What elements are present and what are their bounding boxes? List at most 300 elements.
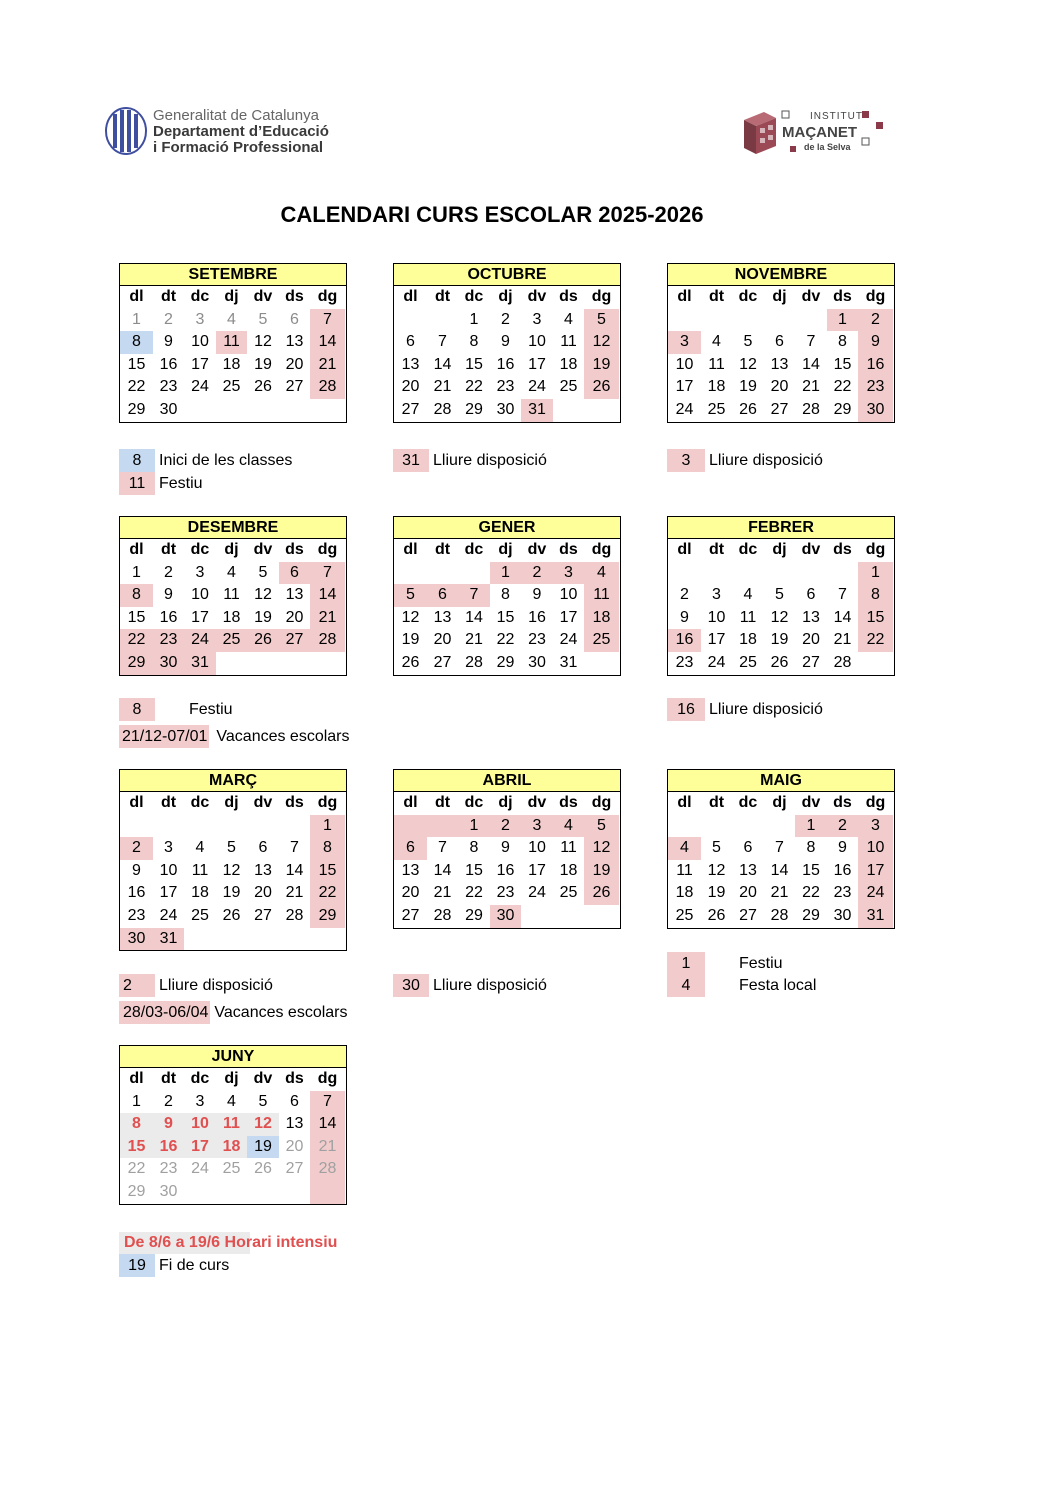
day-cell: 7	[438, 333, 447, 351]
day-cell: 5	[584, 815, 619, 838]
day-cell: 29	[127, 1182, 146, 1200]
legend-swatch: 3	[667, 449, 705, 472]
day-cell: 16	[496, 355, 515, 373]
day-grid	[668, 792, 894, 928]
day-cell: 26	[584, 882, 619, 905]
day-cell: 1	[458, 815, 490, 838]
empty-cell	[427, 815, 458, 838]
month-name: GENER	[394, 517, 620, 539]
institut-subtitle: de la Selva	[804, 142, 851, 152]
weekday-header: dc	[190, 1070, 210, 1087]
day-cell: 14	[433, 861, 452, 879]
day-cell: 31	[858, 905, 893, 928]
day-cell: 25	[191, 906, 209, 924]
day-cell: 27	[401, 400, 420, 418]
day-cell: 2	[680, 586, 689, 604]
weekday-header: dt	[434, 288, 451, 305]
day-cell: 4	[227, 563, 236, 581]
day-cell: 28	[310, 629, 345, 652]
day-cell: 16	[159, 355, 178, 373]
day-cell: 11	[708, 355, 725, 373]
day-cell: 12	[254, 333, 272, 351]
day-cell: 15	[802, 861, 820, 879]
day-cell: 20	[285, 608, 304, 626]
day-cell: 22	[802, 884, 820, 902]
month-calendar	[667, 769, 895, 929]
weekday-header: dt	[708, 541, 725, 558]
legend-label: Festa local	[739, 977, 817, 994]
day-cell: 12	[254, 586, 272, 604]
empty-cell	[394, 309, 427, 332]
legend-swatch: 30	[393, 974, 429, 997]
day-cell: 16	[528, 608, 546, 626]
weekday-header: dj	[224, 288, 239, 305]
day-cell: 15	[833, 355, 852, 373]
day-cell: 4	[227, 310, 236, 328]
day-cell: 8	[858, 584, 893, 607]
day-cell: 4	[668, 837, 701, 860]
weekday-header: dv	[253, 1070, 273, 1087]
empty-cell	[247, 399, 279, 422]
day-cell: 21	[310, 1136, 345, 1159]
day-cell: 22	[465, 378, 483, 396]
day-cell: 15	[310, 860, 345, 883]
empty-cell	[184, 815, 216, 838]
day-cell: 29	[833, 400, 852, 418]
legend-festiu-setembre	[119, 472, 203, 495]
day-cell: 10	[184, 1113, 216, 1136]
day-cell: 29	[310, 905, 345, 928]
day-cell: 8	[469, 839, 479, 857]
day-cell: 26	[584, 376, 619, 399]
month-calendar	[393, 516, 621, 676]
page-title: CALENDARI CURS ESCOLAR 2025-2026	[280, 202, 704, 227]
day-cell: 3	[553, 562, 584, 585]
empty-cell	[247, 1181, 279, 1204]
day-cell: 28	[433, 400, 452, 418]
day-cell: 21	[433, 884, 452, 902]
day-cell: 3	[858, 815, 893, 838]
empty-cell	[521, 905, 553, 928]
empty-cell	[732, 815, 764, 838]
day-cell: 6	[427, 584, 458, 607]
day-cell: 9	[858, 331, 893, 354]
day-cell: 25	[222, 1160, 241, 1178]
day-cell: 11	[560, 839, 577, 857]
weekday-header: dg	[865, 794, 886, 811]
day-cell: 7	[775, 839, 784, 857]
day-cell: 24	[707, 653, 726, 671]
legend-vacances-pasqua	[119, 1001, 348, 1024]
day-cell: 14	[310, 1113, 345, 1136]
day-cell: 24	[528, 378, 546, 396]
empty-cell	[184, 928, 216, 951]
day-cell: 17	[159, 884, 178, 902]
day-cell: 8	[120, 331, 153, 354]
day-cell: 6	[394, 837, 427, 860]
legend-label: Lliure disposició	[159, 977, 273, 994]
day-cell: 6	[743, 839, 753, 857]
day-cell: 9	[132, 861, 141, 879]
day-cell: 8	[469, 333, 479, 351]
day-cell: 11	[216, 1113, 247, 1136]
day-cell: 11	[739, 608, 757, 626]
day-cell: 11	[216, 331, 247, 354]
day-cell: 20	[401, 378, 420, 396]
department-name-line2: i Formació Professional	[153, 139, 324, 156]
day-cell: 28	[770, 906, 789, 924]
weekday-header: ds	[559, 541, 578, 558]
day-cell: 27	[433, 653, 452, 671]
weekday-header: ds	[285, 541, 304, 558]
day-cell: 22	[465, 884, 483, 902]
day-cell: 2	[490, 815, 521, 838]
weekday-header: dc	[190, 541, 210, 558]
day-cell: 22	[120, 629, 153, 652]
day-cell: 27	[802, 653, 820, 671]
empty-cell	[153, 815, 184, 838]
day-cell: 21	[433, 378, 452, 396]
legend-swatch: 1	[667, 952, 705, 975]
legend-swatch: 4	[667, 974, 705, 997]
day-cell: 30	[490, 905, 521, 928]
legend-swatch: 8	[119, 698, 155, 721]
day-cell: 5	[775, 586, 784, 604]
day-cell: 4	[584, 562, 619, 585]
day-cell: 17	[675, 378, 694, 396]
weekday-header: dv	[253, 794, 273, 811]
day-cell: 25	[675, 906, 694, 924]
day-cell: 3	[521, 815, 553, 838]
legend-label: Lliure disposició	[709, 452, 823, 469]
day-cell: 21	[465, 631, 483, 649]
empty-cell	[458, 562, 490, 585]
day-cell: 18	[739, 631, 757, 649]
day-cell: 28	[465, 653, 483, 671]
day-cell: 1	[132, 1092, 141, 1110]
day-cell: 21	[802, 378, 820, 396]
day-cell: 26	[247, 629, 279, 652]
empty-cell	[553, 905, 584, 928]
weekday-header: dl	[129, 288, 144, 305]
day-cell: 17	[191, 608, 209, 626]
weekday-header: dj	[498, 541, 513, 558]
day-cell: 8	[501, 586, 510, 604]
weekday-header: dl	[677, 794, 692, 811]
empty-cell	[668, 815, 701, 838]
weekday-header: dv	[801, 541, 821, 558]
day-cell: 24	[559, 631, 578, 649]
day-cell: 22	[833, 378, 852, 396]
day-cell: 27	[770, 400, 789, 418]
weekday-header: dg	[591, 541, 612, 558]
empty-cell	[279, 928, 310, 951]
day-grid	[120, 1068, 346, 1204]
day-cell: 2	[858, 309, 893, 332]
day-cell: 25	[216, 629, 247, 652]
weekday-header: dl	[129, 541, 144, 558]
day-cell: 24	[159, 906, 178, 924]
day-cell: 31	[521, 399, 553, 422]
day-cell: 7	[806, 333, 816, 351]
day-cell: 7	[838, 586, 847, 604]
day-cell: 19	[770, 631, 789, 649]
empty-cell	[701, 562, 732, 585]
month-name: JUNY	[120, 1046, 346, 1068]
empty-cell	[310, 652, 345, 675]
day-cell: 5	[258, 563, 268, 581]
day-cell: 22	[496, 631, 515, 649]
legend-lliure-abril	[393, 974, 547, 997]
day-cell: 2	[164, 1092, 173, 1110]
day-cell: 3	[668, 331, 701, 354]
empty-cell	[732, 562, 764, 585]
legend-label: Festiu	[189, 701, 233, 718]
day-cell: 6	[406, 333, 415, 351]
weekday-header: dc	[738, 794, 758, 811]
legend-swatch: 11	[119, 472, 155, 495]
day-cell: 16	[858, 354, 893, 377]
empty-cell	[216, 399, 247, 422]
legend-label: Fi de curs	[159, 1257, 230, 1274]
weekday-header: dg	[865, 541, 886, 558]
day-cell: 6	[775, 333, 784, 351]
day-cell: 20	[770, 378, 789, 396]
day-cell: 3	[195, 1092, 205, 1110]
day-cell: 13	[770, 355, 789, 373]
empty-cell	[827, 562, 858, 585]
day-cell: 22	[127, 1160, 146, 1178]
empty-cell	[184, 1181, 216, 1204]
day-cell: 3	[195, 310, 205, 328]
day-grid	[120, 792, 346, 950]
day-cell: 25	[739, 653, 757, 671]
day-cell: 3	[195, 563, 205, 581]
weekday-header: dv	[527, 288, 547, 305]
day-cell: 7	[438, 839, 447, 857]
day-cell: 25	[559, 884, 578, 902]
weekday-header: dj	[772, 541, 787, 558]
day-cell: 18	[707, 378, 726, 396]
day-cell: 25	[222, 378, 241, 396]
day-cell: 25	[707, 400, 726, 418]
day-cell: 19	[254, 355, 272, 373]
empty-cell	[701, 309, 732, 332]
day-cell: 6	[258, 839, 268, 857]
legend-swatch: 28/03-06/04	[119, 1001, 210, 1024]
empty-cell	[216, 815, 247, 838]
day-cell: 14	[310, 331, 345, 354]
weekday-header: dj	[224, 541, 239, 558]
day-cell: 5	[584, 309, 619, 332]
day-cell: 17	[184, 1136, 216, 1159]
month-name: ABRIL	[394, 770, 620, 792]
day-cell: 23	[528, 631, 546, 649]
day-cell: 19	[584, 354, 619, 377]
weekday-header: dc	[738, 541, 758, 558]
day-cell: 10	[858, 837, 893, 860]
day-cell: 29	[120, 652, 153, 675]
empty-cell	[247, 652, 279, 675]
day-cell: 17	[528, 355, 546, 373]
day-cell: 30	[159, 400, 178, 418]
day-grid	[120, 286, 346, 422]
day-cell: 23	[833, 884, 852, 902]
day-cell: 24	[184, 629, 216, 652]
day-cell: 4	[227, 1092, 236, 1110]
day-cell: 9	[532, 586, 542, 604]
day-cell: 1	[795, 815, 827, 838]
day-cell: 5	[258, 310, 268, 328]
day-cell: 30	[496, 400, 515, 418]
day-cell: 26	[739, 400, 757, 418]
day-cell: 2	[164, 310, 173, 328]
month-name: OCTUBRE	[394, 264, 620, 286]
day-cell: 6	[290, 310, 299, 328]
day-cell: 13	[802, 608, 820, 626]
weekday-header: dt	[708, 288, 725, 305]
day-cell: 31	[559, 653, 578, 671]
weekday-header: dt	[434, 541, 451, 558]
department-name: Departament d’Educació	[153, 123, 329, 140]
day-cell: 16	[153, 1136, 184, 1159]
day-cell: 28	[433, 906, 452, 924]
generalitat-wordmark	[153, 108, 329, 156]
weekday-header: dc	[464, 794, 484, 811]
month-calendar	[119, 263, 347, 423]
institut-name: MAÇANET	[782, 124, 857, 141]
day-cell: 27	[739, 906, 757, 924]
day-cell: 5	[712, 839, 721, 857]
empty-cell	[858, 652, 893, 675]
legend-swatch: 2	[119, 974, 155, 997]
day-cell: 7	[290, 839, 299, 857]
day-cell: 19	[584, 860, 619, 883]
day-cell: 27	[279, 629, 310, 652]
weekday-header: dg	[865, 288, 886, 305]
day-cell: 1	[469, 310, 479, 328]
empty-cell	[279, 652, 310, 675]
day-cell: 9	[164, 586, 173, 604]
day-cell: 1	[132, 310, 141, 328]
weekday-header: dl	[403, 541, 418, 558]
day-cell: 26	[707, 906, 726, 924]
day-cell: 19	[739, 378, 757, 396]
day-cell: 4	[712, 333, 721, 351]
month-calendar	[119, 769, 347, 951]
empty-cell	[310, 399, 345, 422]
day-cell: 8	[120, 584, 153, 607]
day-cell: 14	[802, 355, 820, 373]
day-cell: 19	[707, 884, 726, 902]
empty-cell	[394, 562, 427, 585]
day-cell: 21	[770, 884, 789, 902]
day-grid	[394, 539, 620, 675]
day-cell: 26	[222, 906, 241, 924]
day-cell: 18	[222, 355, 241, 373]
day-cell: 23	[127, 906, 146, 924]
day-cell: 14	[310, 584, 345, 607]
weekday-header: ds	[285, 288, 304, 305]
legend-lliure-octubre	[393, 449, 547, 472]
weekday-header: dv	[801, 794, 821, 811]
day-cell: 8	[838, 333, 847, 351]
day-cell: 30	[858, 399, 893, 422]
day-cell: 10	[159, 861, 178, 879]
empty-cell	[120, 815, 153, 838]
weekday-header: dj	[224, 1070, 239, 1087]
weekday-header: dl	[403, 288, 418, 305]
day-cell: 18	[191, 884, 209, 902]
day-cell: 9	[838, 839, 847, 857]
weekday-header: ds	[559, 288, 578, 305]
empty-cell	[668, 562, 701, 585]
day-cell: 3	[164, 839, 173, 857]
day-cell: 15	[127, 608, 146, 626]
day-cell: 29	[802, 906, 820, 924]
day-cell: 14	[833, 608, 852, 626]
legend-label: Festiu	[739, 955, 783, 972]
day-cell: 3	[532, 310, 542, 328]
day-cell: 21	[285, 884, 304, 902]
day-grid	[668, 539, 894, 675]
day-cell: 24	[675, 400, 694, 418]
day-cell: 13	[285, 1115, 304, 1133]
empty-cell	[701, 815, 732, 838]
day-cell: 4	[743, 586, 753, 604]
day-cell: 28	[802, 400, 820, 418]
month-name: NOVEMBRE	[668, 264, 894, 286]
day-cell: 10	[675, 355, 694, 373]
day-cell: 12	[222, 861, 241, 879]
day-cell: 23	[675, 653, 694, 671]
weekday-header: dl	[677, 541, 692, 558]
empty-cell	[427, 309, 458, 332]
empty-cell	[216, 652, 247, 675]
day-cell: 12	[584, 837, 619, 860]
day-cell: 12	[770, 608, 789, 626]
day-cell: 11	[223, 586, 240, 604]
month-calendar	[667, 516, 895, 676]
day-cell: 19	[247, 1136, 279, 1159]
day-cell: 15	[465, 861, 483, 879]
day-cell: 30	[153, 652, 184, 675]
day-cell: 30	[528, 653, 546, 671]
empty-cell	[764, 815, 795, 838]
day-cell: 12	[401, 608, 420, 626]
day-cell: 15	[120, 1136, 153, 1159]
weekday-header: dt	[160, 541, 177, 558]
day-cell: 11	[676, 861, 693, 879]
day-cell: 10	[191, 586, 209, 604]
empty-cell	[795, 309, 827, 332]
day-cell: 12	[247, 1113, 279, 1136]
weekday-header: dg	[591, 794, 612, 811]
weekday-header: dl	[403, 794, 418, 811]
legend-label: Lliure disposició	[709, 701, 823, 718]
legend-horari-intensiu	[119, 1232, 342, 1254]
day-cell: 24	[858, 882, 893, 905]
day-cell: 13	[739, 861, 757, 879]
month-name: DESEMBRE	[120, 517, 346, 539]
day-cell: 11	[191, 861, 209, 879]
day-cell: 7	[458, 584, 490, 607]
day-cell: 13	[401, 861, 420, 879]
day-cell: 18	[559, 861, 578, 879]
day-cell: 20	[739, 884, 757, 902]
day-cell: 30	[159, 1182, 178, 1200]
day-cell: 9	[501, 333, 510, 351]
